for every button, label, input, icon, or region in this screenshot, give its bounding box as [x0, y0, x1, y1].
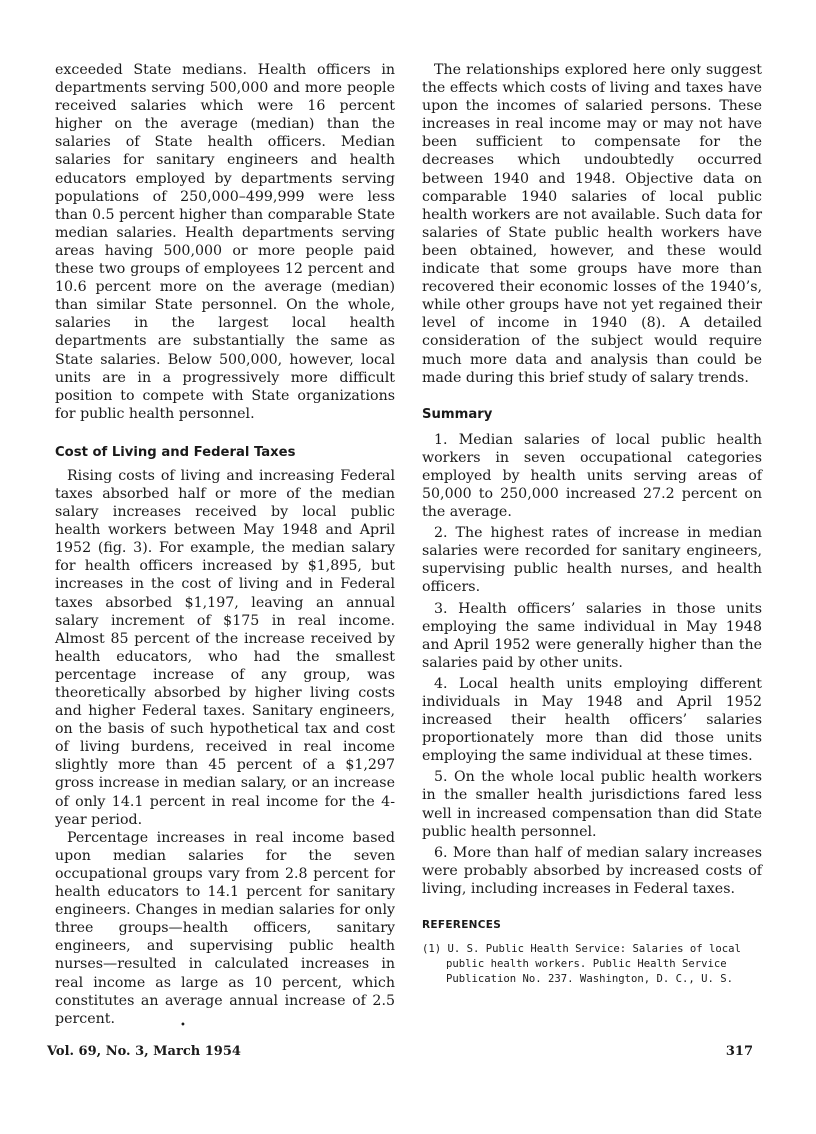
- section-heading-cost-of-living: Cost of Living and Federal Taxes: [55, 444, 296, 460]
- stray-dot: •: [180, 1020, 186, 1031]
- paragraph-relationships: The relationships explored here only suggest the effects which costs of living and taxes have upon the incomes of salaried persons. These increases in real income may or may not have been sufficient to compensate for the decreases which undoubtedly occurred between 1940 and 1948. Objective data on comparable 1940 salaries of local public health workers are not available. Such data for salaries of State public health workers have been obtained, however, and these would indicate that some groups have more than recovered their economic losses of the 1940’s, while other groups have not yet regained their level of income in 1940 (8). A detailed consideration of the subject would require much more data and analysis than could be made during this brief study of salary trends.: [422, 62, 762, 386]
- summary-item: 6. More than half of median salary increases were probably absorbed by increased costs of living, including increases in Federal taxes.: [422, 844, 762, 897]
- journal-citation: Vol. 69, No. 3, March 1954: [47, 1044, 241, 1059]
- reference-item: (1) U. S. Public Health Service: Salaries of local public health workers. Public Health Service Publication No. 237. Washington, D. C., U. S.: [422, 943, 741, 986]
- summary-item: 3. Health officers’ salaries in those units employing the same individual in May 1948 and April 1952 were generally higher than the salaries paid by other units.: [422, 600, 762, 671]
- page-number: 317: [725, 1044, 753, 1059]
- summary-item: 4. Local health units employing different individuals in May 1948 and April 1952 increased their health officers’ salaries proportionately more than did those units employing the same individual at these times.: [422, 675, 762, 765]
- paragraph-salaries-comparison: exceeded State medians. Health officers in departments serving 500,000 and more people received salaries which were 16 percent higher on the average (median) than the salaries of State health officers. Median salaries for sanitary engineers and health educators employed by departments serving populations of 250,000–499,999 were less than 0.5 percent higher than comparable State median salaries. Health departments serving areas having 500,000 or more people paid these two groups of employees 12 percent and 10.6 percent more on the average (median) than similar State personnel. On the whole, salaries in the largest local health departments are substantially the same as State salaries. Below 500,000, however, local units are in a progressively more difficult position to compete with State organizations for public health personnel.: [55, 62, 395, 422]
- summary-item: 1. Median salaries of local public health workers in seven occupational categories employed by health units serving areas of 50,000 to 250,000 increased 27.2 percent on the average.: [422, 431, 762, 521]
- summary-list: [422, 431, 762, 898]
- section-heading-summary: Summary: [422, 406, 493, 422]
- paragraph-cost-of-living: Rising costs of living and increasing Federal taxes absorbed half or more of the median salary increases received by local public health workers between May 1948 and April 1952 (fig. 3). For example, the median salary for health officers increased by $1,895, but increases in the cost of living and in Federal taxes absorbed $1,197, leaving an annual salary increment of $175 in real income. Almost 85 percent of the increase received by health educators, who had the smallest percentage increase of any group, was theoretically absorbed by higher living costs and higher Federal taxes. Sanitary engineers, on the basis of such hypothetical tax and cost of living burdens, received in real income slightly more than 45 percent of a $1,297 gross increase in median salary, or an increase of only 14.1 percent in real income for the 4-year period.: [55, 467, 395, 828]
- summary-item: 5. On the whole local public health workers in the smaller health jurisdictions fared less well in increased compensation than did State public health personnel.: [422, 769, 762, 840]
- references-heading: REFERENCES: [422, 919, 502, 932]
- page-footer: [47, 1044, 753, 1059]
- paragraph-real-income: Percentage increases in real income based upon median salaries for the seven occupational groups vary from 2.8 percent for health educators to 14.1 percent for sanitary engineers. Changes in median salaries for only three groups—health officers, sanitary engineers, and supervising public health nurses—resulted in calculated increases in real income as large as 10 percent, which constitutes an average annual increase of 2.5 percent.: [55, 829, 395, 1027]
- summary-item: 2. The highest rates of increase in median salaries were recorded for sanitary engineers, supervising public health nurses, and health officers.: [422, 525, 762, 596]
- right-column: [422, 61, 762, 987]
- left-column: [55, 61, 395, 1028]
